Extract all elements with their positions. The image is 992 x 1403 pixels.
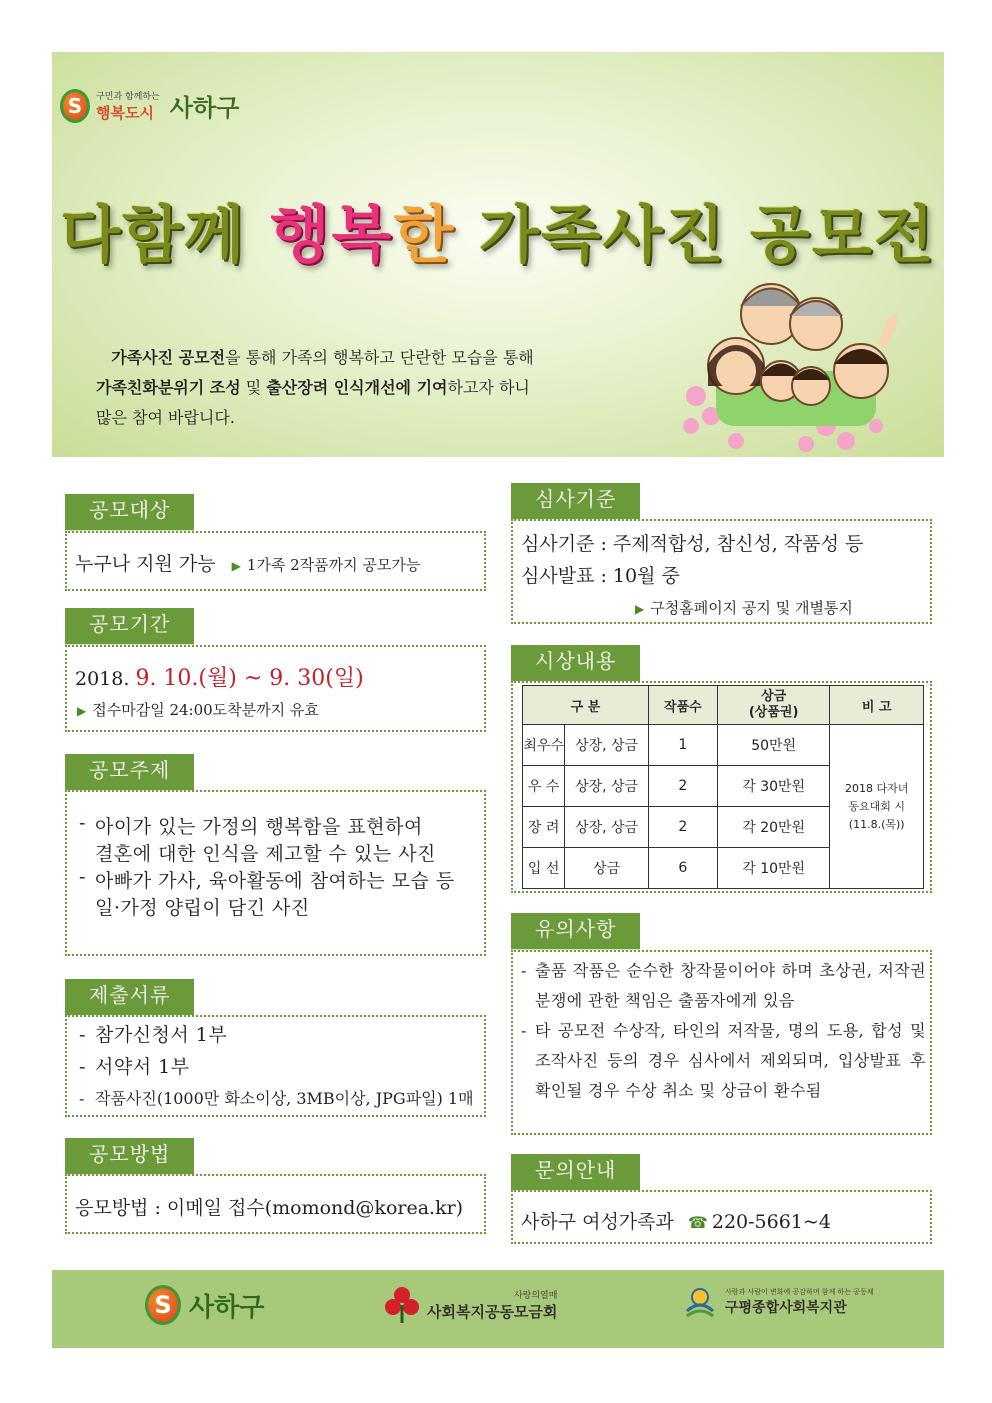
target-sub: 1가족 2작품까지 공모가능 xyxy=(246,556,421,574)
title-part2: 가족사진 공모전 xyxy=(455,198,936,271)
docs-box xyxy=(65,1015,486,1117)
notes-box xyxy=(511,950,932,1135)
logo-brand: 행복도시 xyxy=(96,103,154,122)
title-part1: 다함께 xyxy=(60,198,270,271)
notes-label: 유의사항 xyxy=(511,913,640,949)
docs-item: - 작품사진(1000만 화소이상, 3MB이상, JPG파일) 1매 xyxy=(73,1083,483,1115)
intro-text xyxy=(96,343,646,433)
period-box xyxy=(65,645,486,732)
welfare-center-icon xyxy=(683,1285,717,1319)
contact-box xyxy=(511,1190,932,1244)
intro-bold-2: 가족친화분위기 조성 xyxy=(96,378,241,397)
saha-s-icon: S xyxy=(145,1285,181,1325)
period-label: 공모기간 xyxy=(65,608,194,644)
title-highlight-2: 한 xyxy=(393,198,456,271)
target-box xyxy=(65,531,486,591)
judging-sub: 구청홈페이지 공지 및 개별통지 xyxy=(650,599,853,617)
judging-label: 심사기준 xyxy=(511,483,640,519)
method-text: 응모방법 : 이메일 접수(momond@korea.kr) xyxy=(75,1197,464,1219)
logo-tagline: 구민과 함께하는 xyxy=(96,91,160,102)
judging-box xyxy=(511,519,932,624)
award-grade: 장 려 xyxy=(523,807,565,848)
award-prize: 각 20만원 xyxy=(717,807,830,848)
theme-item-cont: 일·가정 양립이 담긴 사진 xyxy=(95,897,310,919)
period-range: 9. 10.(월) ~ 9. 30(일) xyxy=(135,666,364,691)
header-category: 구 분 xyxy=(523,686,649,725)
award-prize: 각 30만원 xyxy=(717,766,830,807)
footer-chest-logo xyxy=(385,1285,557,1325)
triangle-bullet-icon: ▶ xyxy=(635,602,645,616)
saha-s-icon: S xyxy=(60,89,90,123)
triangle-bullet-icon: ▶ xyxy=(77,704,87,718)
header-count: 작품수 xyxy=(648,686,717,725)
award-grade: 우 수 xyxy=(523,766,565,807)
saha-logo xyxy=(60,88,239,123)
award-grade: 입 선 xyxy=(523,848,565,889)
contact-label: 문의안내 xyxy=(511,1154,640,1190)
theme-item-cont: 결혼에 대한 인식을 제고할 수 있는 사진 xyxy=(95,843,436,865)
intro-bold-1: 가족사진 공모전 xyxy=(111,348,226,367)
award-type: 상장, 상금 xyxy=(565,725,649,766)
intro-text-1: 을 통해 가족의 행복하고 단란한 모습을 통해 xyxy=(225,348,534,367)
award-grade: 최우수 xyxy=(523,725,565,766)
method-box xyxy=(65,1174,486,1234)
target-main: 누구나 지원 가능 xyxy=(75,553,216,575)
award-type: 상장, 상금 xyxy=(565,807,649,848)
awards-header-row xyxy=(523,686,924,725)
award-type: 상금 xyxy=(565,848,649,889)
docs-item: - 서약서 1부 xyxy=(73,1051,483,1083)
phone-icon: ☎ xyxy=(687,1213,708,1232)
contact-dept: 사하구 여성가족과 xyxy=(521,1211,674,1233)
method-label: 공모방법 xyxy=(65,1138,194,1174)
logo-name: 사하구 xyxy=(169,94,240,122)
note-item: - 출품 작품은 순수한 창작물이어야 하며 초상권, 저작권 분쟁에 관한 책임은 출품자에게 있음 xyxy=(517,956,926,1016)
award-prize: 50만원 xyxy=(717,725,830,766)
theme-item: - 아이가 있는 가정의 행복함을 표현하여 xyxy=(73,812,478,839)
award-type: 상장, 상금 xyxy=(565,766,649,807)
contact-phone: 220-5661~4 xyxy=(711,1211,831,1233)
theme-label: 공모주제 xyxy=(65,754,194,790)
title-highlight: 행복 xyxy=(269,198,394,271)
award-prize: 각 10만원 xyxy=(717,848,830,889)
header-note: 비 고 xyxy=(830,686,924,725)
period-year: 2018. xyxy=(75,668,130,690)
intro-text-3: 하고자 하니 xyxy=(447,378,530,397)
footer-org1: 사하구 xyxy=(189,1292,265,1323)
footer-org2: 사회복지공동모금회 xyxy=(427,1303,558,1321)
footer-org3: 구평종합사회복지관 xyxy=(725,1300,847,1316)
family-illustration xyxy=(676,276,916,456)
awards-label: 시상내용 xyxy=(511,645,640,681)
award-count: 1 xyxy=(648,725,717,766)
intro-text-2: 및 xyxy=(240,378,267,397)
note-item: - 타 공모전 수상작, 타인의 저작물, 명의 도용, 합성 및 조작사진 등의 경우 심사에서 제외되며, 입상발표 후 확인될 경우 수상 취소 및 상금이 환수됨 xyxy=(517,1016,926,1106)
header-prize: 상금 (상품권) xyxy=(717,686,830,725)
award-count: 2 xyxy=(648,766,717,807)
judging-announce: 심사발표 : 10월 중 xyxy=(521,565,680,587)
docs-label: 제출서류 xyxy=(65,979,194,1015)
footer-welfare-logo xyxy=(683,1285,874,1319)
award-count: 2 xyxy=(648,807,717,848)
intro-bold-3: 출산장려 인식개선에 기여 xyxy=(266,378,448,397)
triangle-bullet-icon: ▶ xyxy=(231,559,241,573)
footer-saha-logo xyxy=(145,1285,264,1325)
footer-org2-tag: 사랑의열매 xyxy=(513,1291,558,1301)
judging-criteria: 심사기준 : 주제적합성, 참신성, 작품성 등 xyxy=(521,533,864,555)
love-fruit-icon xyxy=(385,1285,419,1325)
footer-org3-tag: 사람과 사람이 변화에 공감하며 함께 하는 공동체 xyxy=(725,1288,874,1296)
poster-title xyxy=(52,185,944,274)
theme-box xyxy=(65,790,486,956)
intro-text-4: 많은 참여 바랍니다. xyxy=(96,408,235,427)
target-label: 공모대상 xyxy=(65,494,194,530)
docs-item: - 참가신청서 1부 xyxy=(73,1019,483,1051)
theme-item: - 아빠가 가사, 육아활동에 참여하는 모습 등 xyxy=(73,866,478,893)
table-row xyxy=(523,725,924,766)
award-count: 6 xyxy=(648,848,717,889)
period-sub: 접수마감일 24:00도착분까지 유효 xyxy=(92,701,319,719)
awards-table xyxy=(522,685,924,889)
award-note: 2018 다자녀 동요대회 시 (11.8.(목)) xyxy=(830,725,924,889)
